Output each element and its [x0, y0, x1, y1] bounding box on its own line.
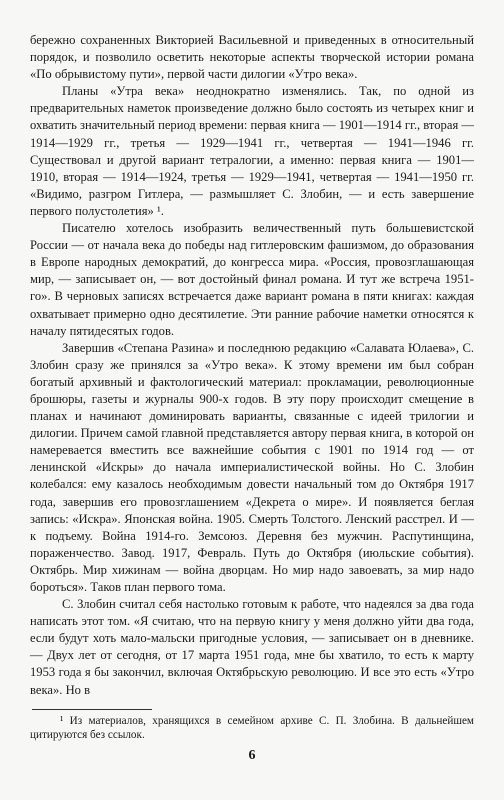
paragraph-timeline: С. Злобин считал себя настолько готовым к работе, что надеялся за два года написать этот том. «Я считаю, что на первую книгу у меня должно уйти два года, если будут хоть мало-мальски пригодные условия, — записывает он в дневнике. — Двух лет от сегодня, от 17 марта 1951 года, мне бы хватило, то есть к марту 1953 года я бы закончил, включая Октябрьскую революцию. И все это есть «Утро века». Но в	[30, 597, 474, 697]
paragraph-writer-intent: Писателю хотелось изобразить величественный путь большевистской России — от начала века до победы над гитлеровским фашизмом, до образования в Европе народных демократий, до конгресса мира. «Россия, провозглашающая мир, — записывает он, — вот достойный финал романа. И тут же встреча 1951-го». В черновых записях встречается даже вариант романа в пяти книгах: каждая охватывает примерно одно десятилетие. Эти ранние рабочие наметки относятся к началу пятидесятых годов.	[30, 221, 474, 338]
body-text	[30, 32, 474, 699]
footnote: ¹ Из материалов, хранящихся в семейном архиве С. П. Злобина. В дальнейшем цитируются без ссылок.	[30, 714, 474, 742]
paragraph-continuation: бережно сохраненных Викторией Васильевной и приведенных в относительный порядок, и позволило осветить некоторые аспекты творческой истории романа «По обрывистому пути», первой части дилогии «Утро века».	[30, 33, 474, 82]
paragraph-first-book: Завершив «Степана Разина» и последнюю редакцию «Салавата Юлаева», С. Злобин сразу же принялся за «Утро века». К этому времени им был собран богатый архивный и фактологический материал: прокламации, революционные брошюры, газеты и журналы 900-х годов. В эту пору происходит смещение в планах и начинают доминировать варианты, связанные с идеей трилогии и дилогии. Причем самой главной представляется автору первая книга, в которой он намеревается вместить все важнейшие события с 1901 по 1914 год — от ленинской «Искры» до начала империалистической войны. Но С. Злобин колебался: ему казалось необходимым довести начальный том до Октября 1917 года, завершив его провозглашением «Декрета о мире». И появляется беглая запись: «Искра». Японская война. 1905. Смерть Толстого. Ленский расстрел. И — к подъему. Война 1914-го. Земсоюз. Деревня без мужчин. Распутинщина, пораженчество. Завод. 1917, Февраль. Путь до Октября (июльские события). Октябрь. Мир хижинам — война дворцам. Но мир надо завоевать, за мир надо бороться». Таков план первого тома.	[30, 340, 474, 594]
paragraph-plans: Планы «Утра века» неоднократно изменялись. Так, по одной из предварительных наметок произведение должно было состоять из четырех книг и охватить значительный период времени: первая книга — 1901—1914 гг., вторая — 1914—1929 гг., третья — 1929—1941 гг., четвертая — 1941—1946 гг. Существовал и другой вариант тетралогии, а именно: первая книга — 1901—1910, вторая — 1914—1924, третья — 1929—1941, четвертая — 1941—1950 гг. «Видимо, разгром Гитлера, — размышляет С. Злобин, — и есть завершение первого полустолетия» ¹.	[30, 84, 474, 218]
footnote-divider	[32, 709, 152, 710]
page-number: 6	[248, 748, 256, 763]
